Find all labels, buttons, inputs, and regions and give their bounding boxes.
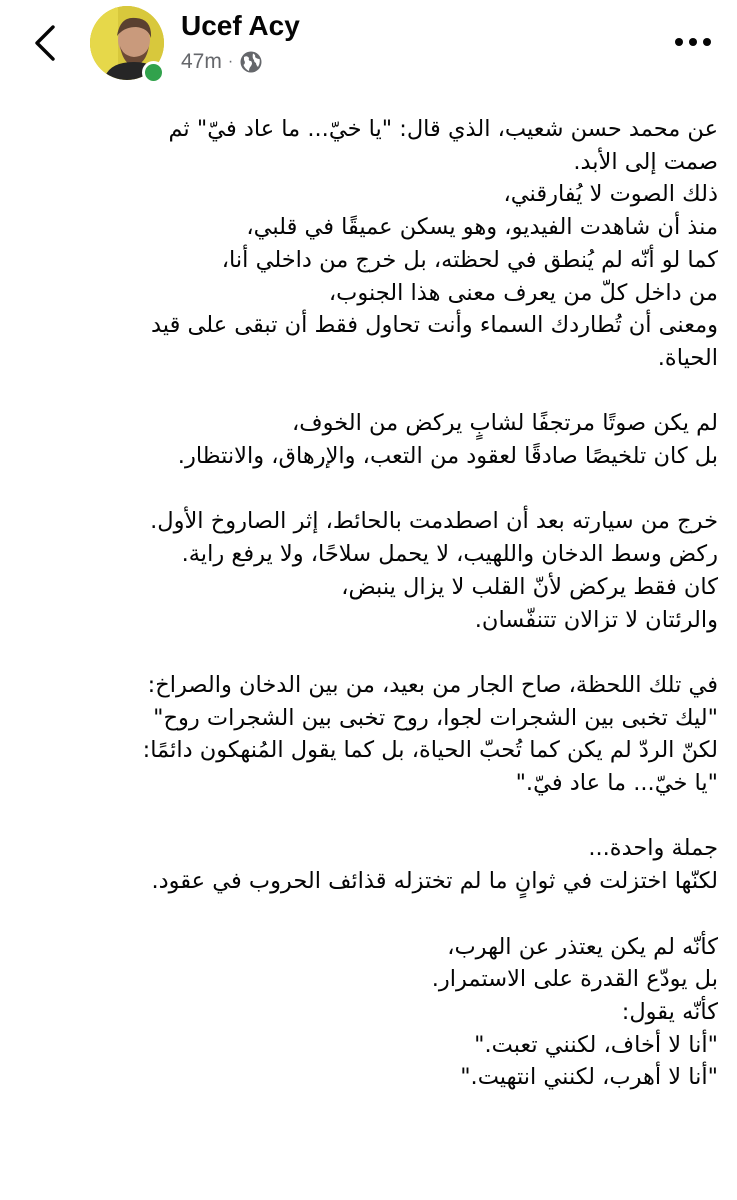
post-text-line: عن محمد حسن شعيب، الذي قال: "يا خيّ... ما عاد فيّ" ثم — [168, 116, 718, 142]
post-text-line: بل كان تلخيصًا صادقًا لعقود من التعب، والإرهاق، والانتظار. — [177, 443, 718, 470]
post-text-line: "أنا لا أهرب، لكنني انتهيت." — [460, 1064, 718, 1091]
post-text-line: من داخل كلّ من يعرف معنى هذا الجنوب، — [328, 279, 718, 306]
author-name[interactable]: Ucef Acy — [181, 10, 300, 41]
post-text-line: خرج من سيارته بعد أن اصطدمت بالحائط، إثر الصاروخ الأول. — [150, 508, 718, 535]
post-text-line: لم يكن صوتًا مرتجفًا لشابٍ يركض من الخوف، — [292, 410, 718, 437]
post-paragraph — [58, 669, 718, 800]
post-paragraph — [58, 113, 718, 375]
post-text-line: كأنّه لم يكن يعتذر عن الهرب، — [447, 933, 718, 960]
post-text-line: "أنا لا أخاف، لكنني تعبت." — [474, 1031, 718, 1058]
post-paragraph — [58, 505, 718, 636]
more-options-icon — [673, 37, 713, 47]
post-text-line: لكنّها اختزلت في ثوانٍ ما لم تختزله قذائف الحروب في عقود. — [151, 868, 718, 895]
globe-icon[interactable] — [239, 50, 263, 74]
online-status-indicator — [142, 61, 165, 84]
meta-separator: · — [227, 53, 234, 70]
post-text-line: لكنّ الردّ لم يكن كما تُحبّ الحياة، بل كما يقول المُنهكون دائمًا: — [142, 737, 718, 764]
post-text-line: في تلك اللحظة، صاح الجار من بعيد، من بين الدخان والصراخ: — [147, 671, 718, 698]
post-text-line: صمت إلى الأبد. — [573, 148, 718, 175]
post-text-line: "ليك تخبى بين الشجرات لجوا، روح تخبى بين الشجرات روح" — [153, 704, 718, 731]
author-avatar[interactable] — [90, 6, 164, 80]
post-text-line: الحياة. — [657, 344, 718, 371]
back-button[interactable] — [22, 20, 68, 66]
post-text-line: كما لو أنّه لم يُنطق في لحظته، بل خرج من داخلي أنا، — [221, 246, 718, 273]
post-paragraph — [58, 407, 718, 472]
post-meta — [181, 49, 263, 75]
post-text-line: ومعنى أن تُطاردك السماء وأنت تحاول فقط أن تبقى على قيد — [150, 312, 718, 339]
post-text-line: بل يودّع القدرة على الاستمرار. — [431, 966, 718, 993]
post-paragraph — [58, 931, 718, 1095]
post-text-line: "يا خيّ... ما عاد فيّ." — [515, 770, 718, 797]
post-text-line: كان فقط يركض لأنّ القلب لا يزال ينبض، — [341, 573, 718, 600]
post-body — [58, 113, 718, 1127]
post-text-line: جملة واحدة... — [588, 835, 718, 862]
post-paragraph — [58, 832, 718, 897]
back-arrow-icon — [34, 25, 56, 61]
post-timestamp[interactable]: 47m — [181, 50, 222, 73]
post-text-line: ذلك الصوت لا يُفارقني، — [503, 181, 718, 208]
post-text-line: كأنّه يقول: — [621, 998, 718, 1025]
post-text-line: منذ أن شاهدت الفيديو، وهو يسكن عميقًا في قلبي، — [246, 214, 718, 241]
post-header — [0, 0, 737, 100]
post-text-line: ركض وسط الدخان واللهيب، لا يحمل سلاحًا، ولا يرفع راية. — [181, 541, 718, 568]
post-text-line: والرئتان لا تزالان تتنفّسان. — [474, 606, 718, 633]
more-options-button[interactable] — [668, 24, 718, 60]
